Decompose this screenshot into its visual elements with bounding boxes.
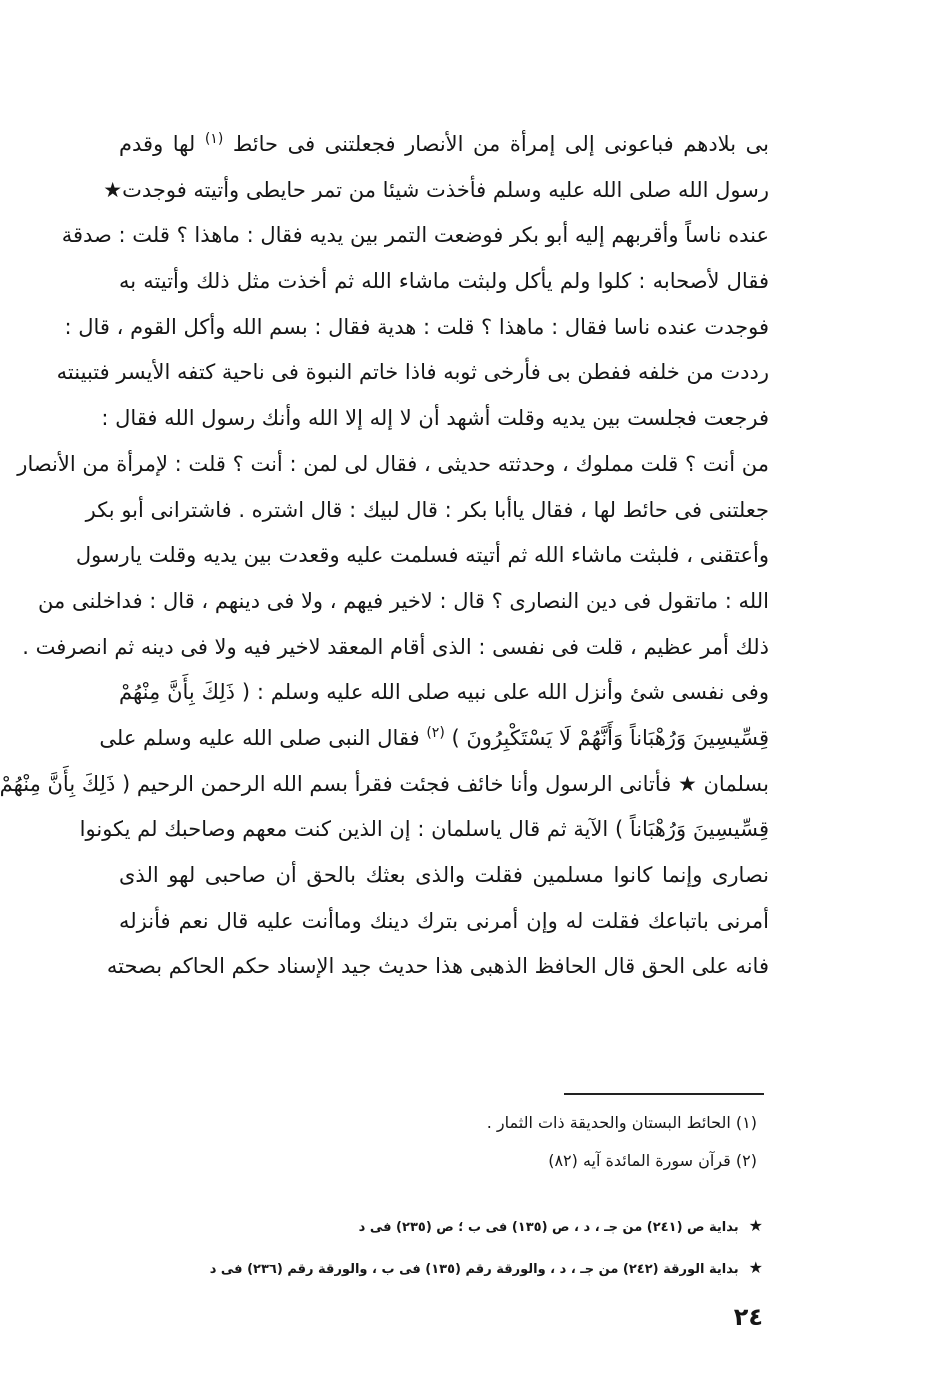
footnote-2: (٢) قرآن سورة المائدة آيه (٨٢) — [548, 1151, 757, 1170]
text-line: عنده ناساً وأقربهم إليه أبو بكر فوضعت التمر بين يديه فقال : ماهذا ؟ قلت : صدقة — [61, 223, 769, 248]
footnote-ref: (١) — [204, 131, 224, 147]
footnote-1: (١) الحائط البستان والحديقة ذات الثمار . — [486, 1113, 757, 1132]
star-icon: ★ — [748, 1258, 763, 1277]
text-line: جعلتنى فى حائط لها ، فقال ياأبا بكر : قال لبيك : قال اشتره . فاشترانى أبو بكر — [85, 497, 769, 522]
book-page — [1, 0, 935, 1387]
text-line: أمرنى باتباعك فقلت له وإن أمرنى بترك دينك وماأنت عليه قال نعم فأنزله — [119, 908, 769, 933]
text-line: فرجعت فجلست بين يديه وقلت أشهد أن لا إله إلا الله وأنك رسول الله فقال : — [101, 406, 769, 431]
text-line: وفى نفسى شئ وأنزل الله على نبيه صلى الله عليه وسلم : ( ذَلِكَ بِأَنَّ مِنْهُمْ — [119, 680, 769, 705]
footnote-ref: (٢) — [426, 724, 445, 741]
footnotes — [487, 1104, 757, 1180]
text-line: من أنت ؟ قلت مملوك ، وحدثته حديثى ، فقال لى لمن : أنت ؟ قلت : لإمرأة من الأنصار — [17, 451, 769, 476]
text-line: رسول الله صلى الله عليه وسلم فأخذت شيئا من تمر حايطى وأتيته فوجدت★ — [103, 177, 769, 202]
footnote-divider — [564, 1093, 764, 1095]
text-line: وأعتقنى ، فلبثت ماشاء الله ثم أتيته فسلمت عليه وقعدت بين يديه وقلت يارسول — [75, 543, 769, 568]
star-icon: ★ — [748, 1216, 763, 1235]
text-line: فوجدت عنده ناسا فقال : ماهذا ؟ قلت : هدية فقال : بسم الله وأكل القوم ، قال : — [64, 314, 769, 339]
text-line: بسلمان ★ فأتانى الرسول وأنا خائف فجئت فقرأ بسم الله الرحمن الرحيم ( ذَلِكَ بِأَنَّ مِنْهُمْ — [0, 771, 769, 796]
main-text — [0, 122, 769, 990]
text-line: فانه على الحق قال الحافظ الذهبى هذا حديث جيد الإسناد حكم الحاكم بصحته — [106, 954, 769, 979]
manuscript-notes — [210, 1205, 763, 1289]
text-line: الله : ماتقول فى دين النصارى ؟ قال : لاخير فيهم ، ولا فى دينهم ، قال : فداخلنى من — [38, 588, 769, 613]
manuscript-note-1: ★بداية ص (٢٤١) من جـ ، د ، ص (١٣٥) فى ب ؛ ص (٢٣٥) فى د — [210, 1205, 763, 1247]
text-line: نصارى وإنما كانوا مسلمين فقلت والذى بعثك بالحق أن صاحبى لهو الذى — [119, 863, 769, 887]
text-line: قِسِّيسِينَ وَرُهْبَاناً ) الآية ثم قال ياسلمان : إن الذين كنت معهم وصاحبك لم يكونوا — [79, 817, 769, 842]
text-line: قِسِّيسِينَ وَرُهْبَاناً وَأَنَّهُمْ لَا يَسْتَكْبِرُونَ ) $^{(٢)}$ فقال النبى صلى الله عليه وسلم على — [99, 724, 769, 750]
text-line: رددت من خلفه ففطن بى فأرخى ثوبه فاذا خاتم النبوة فى ناحية كتفه الأيسر فتبينته — [56, 360, 769, 385]
text-line: بى بلادهم فباعونى إلى إمرأة من الأنصار فجعلتنى فى حائط $^{(١)}$ لها وقدم — [119, 131, 769, 156]
text-line: فقال لأصحابه : كلوا ولم يأكل ولبثت ماشاء الله ثم أخذت مثل ذلك وأتيته به — [119, 269, 769, 294]
text-line: ذلك أمر عظيم ، قلت فى نفسى : الذى أقام المعقد لاخير فيه ولا فى دينه ثم انصرفت . — [22, 634, 769, 659]
manuscript-note-2: ★بداية الورقة (٢٤٢) من جـ ، د ، والورقة رقم (١٣٥) فى ب ، والورقة رقم (٢٣٦) فى د — [210, 1247, 763, 1289]
page-number: ٢٤ — [733, 1303, 763, 1331]
